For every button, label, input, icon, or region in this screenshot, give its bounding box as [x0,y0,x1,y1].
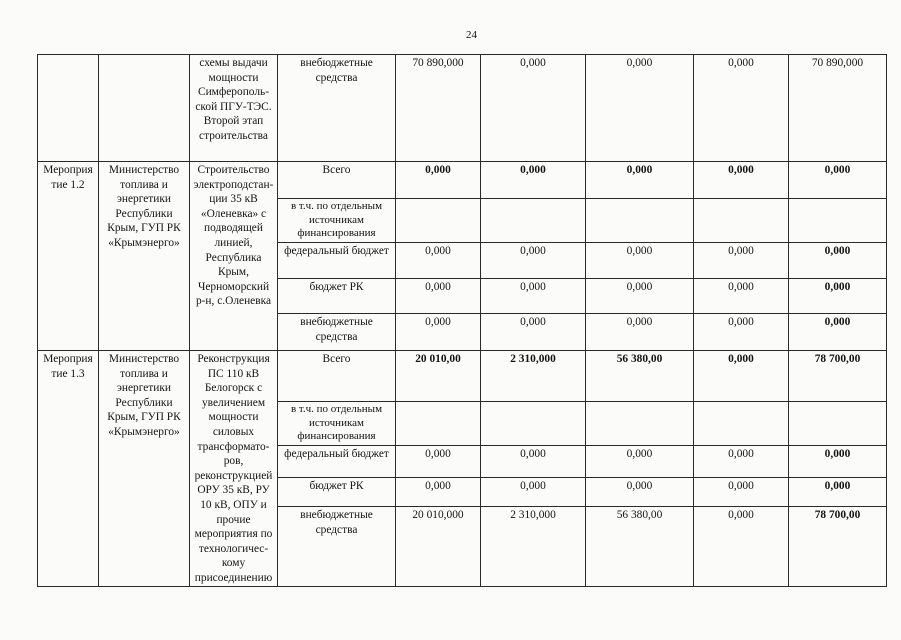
source-cell: внебюджетные средства [278,314,396,351]
value-cell [586,402,694,446]
value-cell: 0,000 [586,162,694,199]
value-cell [481,402,586,446]
value-cell: 0,000 [789,314,887,351]
value-cell: 0,000 [396,314,481,351]
executor-cell: Министерство топлива и энергетики Республики Крым, ГУП РК «Крымэнерго» [99,162,190,351]
value-cell: 0,000 [396,446,481,478]
value-cell: 0,000 [694,478,789,507]
value-cell: 78 700,00 [789,507,887,587]
measure-id-cell [38,55,99,162]
value-cell: 0,000 [481,243,586,279]
value-cell: 0,000 [481,478,586,507]
table-row [38,162,887,199]
value-cell: 0,000 [789,243,887,279]
object-cell: Реконструкция ПС 110 кВ Белогорск с увеличением мощности силовых трансформато-ров, реконструкцией ОРУ 35 кВ, РУ 10 кВ, ОПУ и прочие мероприятия по технологичес-кому присоединению [190,351,278,587]
value-cell: 0,000 [586,314,694,351]
value-cell: 0,000 [586,279,694,314]
source-cell: внебюджетные средства [278,507,396,587]
value-cell: 0,000 [694,162,789,199]
value-cell: 70 890,000 [789,55,887,162]
value-cell [481,199,586,243]
executor-cell [99,55,190,162]
value-cell: 70 890,000 [396,55,481,162]
source-cell: федеральный бюджет [278,243,396,279]
value-cell: 0,000 [694,279,789,314]
source-cell: бюджет РК [278,478,396,507]
measure-id-cell: Мероприя тие 1.3 [38,351,99,587]
table-row [38,55,887,162]
table-row [38,351,887,402]
value-cell: 2 310,000 [481,351,586,402]
source-cell: Всего [278,162,396,199]
source-cell: внебюджетные средства [278,55,396,162]
source-cell: федеральный бюджет [278,446,396,478]
value-cell: 0,000 [694,507,789,587]
value-cell: 56 380,00 [586,351,694,402]
value-cell: 0,000 [481,162,586,199]
value-cell: 0,000 [694,446,789,478]
source-cell: Всего [278,351,396,402]
value-cell: 0,000 [789,478,887,507]
source-cell: в т.ч. по отдельным источникам финансирования [278,199,396,243]
executor-cell: Министерство топлива и энергетики Республики Крым, ГУП РК «Крымэнерго» [99,351,190,587]
value-cell: 0,000 [481,55,586,162]
value-cell: 0,000 [694,351,789,402]
value-cell: 20 010,000 [396,507,481,587]
value-cell [694,199,789,243]
value-cell: 0,000 [586,478,694,507]
value-cell: 0,000 [396,162,481,199]
value-cell: 0,000 [586,55,694,162]
value-cell: 0,000 [396,279,481,314]
value-cell: 0,000 [396,243,481,279]
value-cell: 0,000 [586,243,694,279]
value-cell: 2 310,000 [481,507,586,587]
source-cell: бюджет РК [278,279,396,314]
value-cell [396,402,481,446]
value-cell: 0,000 [396,478,481,507]
value-cell [396,199,481,243]
object-cell: схемы выдачи мощности Симферополь-ской ПГУ-ТЭС. Второй этап строительства [190,55,278,162]
object-cell: Строительство электроподстан-ции 35 кВ «Оленевка» с подводящей линией, Республика Крым, Черноморский р-н, с.Оленевка [190,162,278,351]
value-cell: 0,000 [481,279,586,314]
value-cell: 0,000 [789,446,887,478]
value-cell [694,402,789,446]
value-cell: 0,000 [694,314,789,351]
value-cell: 0,000 [694,55,789,162]
source-cell: в т.ч. по отдельным источникам финансирования [278,402,396,446]
value-cell [789,199,887,243]
value-cell: 0,000 [789,279,887,314]
value-cell [789,402,887,446]
value-cell: 78 700,00 [789,351,887,402]
value-cell: 0,000 [694,243,789,279]
page-number: 24 [466,29,477,41]
value-cell: 0,000 [789,162,887,199]
value-cell: 56 380,00 [586,507,694,587]
value-cell: 20 010,00 [396,351,481,402]
value-cell: 0,000 [586,446,694,478]
measure-id-cell: Мероприя тие 1.2 [38,162,99,351]
budget-table [37,54,887,587]
value-cell [586,199,694,243]
value-cell: 0,000 [481,446,586,478]
value-cell: 0,000 [481,314,586,351]
